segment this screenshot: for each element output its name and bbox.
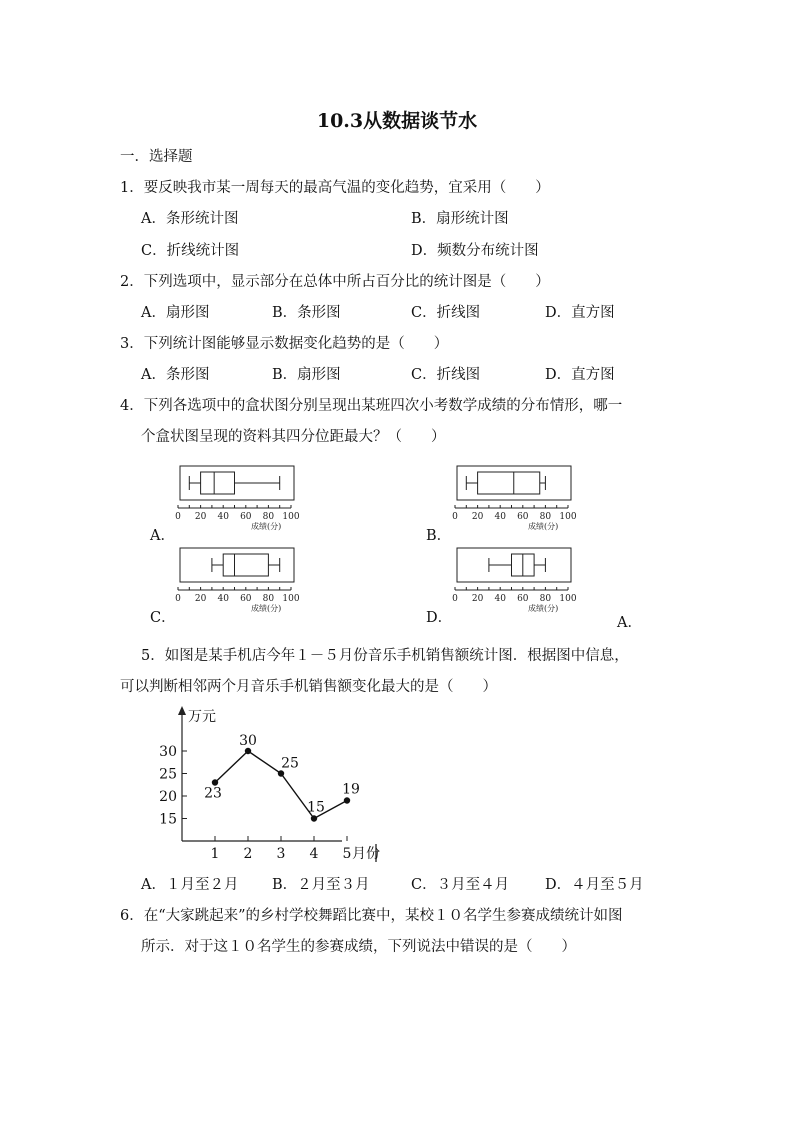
q3-stem: 3．下列统计图能够显示数据变化趋势的是（ ） (120, 336, 449, 352)
q5-stem-line2: 可以判断相邻两个月音乐手机销售额变化最大的是（ ） (120, 679, 497, 695)
boxplot-tick-label: 80 (262, 512, 275, 522)
q3-option-b[interactable]: B．扇形图 (272, 367, 341, 383)
boxplot-box (223, 554, 268, 576)
data-label: 30 (239, 733, 257, 749)
boxplot-tick-label: 60 (240, 594, 252, 604)
data-point (344, 797, 350, 803)
boxplot-a (163, 462, 303, 540)
boxplot-box (478, 472, 540, 494)
q5-option-c[interactable]: C．３月至４月 (411, 877, 510, 893)
q3-option-a[interactable]: A．条形图 (141, 367, 210, 383)
q3-option-d[interactable]: D．直方图 (545, 367, 615, 383)
boxplot-tick-label: 100 (282, 512, 300, 522)
q5-option-d[interactable]: D．４月至５月 (545, 877, 644, 893)
boxplot-tick-label: 0 (175, 594, 181, 604)
boxplot-axis-label: 成绩(分) (528, 604, 559, 613)
data-label: 15 (307, 799, 325, 816)
boxplot-frame (457, 548, 571, 582)
q6-stem-line1: 6．在“大家跳起来”的乡村学校舞蹈比赛中，某校１０名学生参赛成绩统计如图 (120, 908, 623, 924)
y-tick-label: 30 (159, 744, 177, 760)
y-axis-label: 万元 (188, 709, 216, 725)
q1-stem: 1．要反映我市某一周每天的最高气温的变化趋势，宜采用（ ） (120, 180, 550, 196)
boxplot-tick-label: 0 (175, 512, 181, 522)
sales-line-chart (150, 700, 400, 870)
q4-option-b-label[interactable]: B． (426, 528, 452, 544)
x-tick-label: 1 (210, 846, 220, 862)
boxplot-tick-label: 20 (194, 594, 207, 604)
q4-trailing-label: A． (617, 615, 642, 631)
q4-option-a-label[interactable]: A． (150, 528, 175, 544)
boxplot-box (201, 472, 235, 494)
boxplot-tick-label: 100 (559, 594, 577, 604)
boxplot-c (163, 544, 303, 622)
boxplot-tick-label: 20 (194, 512, 207, 522)
boxplot-axis-label: 成绩(分) (251, 604, 282, 613)
x-axis-label: 月份 (352, 846, 380, 862)
data-label: 19 (342, 781, 360, 798)
q6-stem-line2: 所示．对于这１０名学生的参赛成绩，下列说法中错误的是（ ） (141, 939, 576, 955)
boxplot-tick-label: 80 (539, 512, 552, 522)
boxplot-axis-label: 成绩(分) (251, 522, 282, 531)
boxplot-tick-label: 100 (559, 512, 577, 522)
boxplot-tick-label: 0 (452, 512, 458, 522)
boxplot-tick-label: 60 (517, 594, 529, 604)
data-label: 23 (204, 785, 222, 802)
q2-option-b[interactable]: B．条形图 (272, 305, 341, 321)
q3-option-c[interactable]: C．折线图 (411, 367, 481, 383)
x-tick-label: 2 (243, 846, 253, 862)
q1-option-d[interactable]: D．频数分布统计图 (411, 243, 539, 259)
q5-stem-line1: 5．如图是某手机店今年１－５月份音乐手机销售额统计图．根据图中信息， (141, 648, 629, 664)
q2-stem: 2．下列选项中，显示部分在总体中所占百分比的统计图是（ ） (120, 274, 550, 290)
boxplot-tick-label: 80 (539, 594, 552, 604)
q1-option-a[interactable]: A．条形统计图 (141, 211, 239, 227)
q2-option-a[interactable]: A．扇形图 (141, 305, 210, 321)
boxplot-tick-label: 40 (494, 512, 506, 522)
boxplot-tick-label: 60 (240, 512, 252, 522)
x-tick-label: 3 (276, 846, 286, 862)
x-tick-label: 5 (342, 846, 352, 862)
page-title: 10.3从数据谈节水 (316, 110, 478, 132)
y-axis-arrow (178, 706, 186, 715)
boxplot-tick-label: 0 (452, 594, 458, 604)
q2-option-c[interactable]: C．折线图 (411, 305, 481, 321)
data-point (311, 815, 317, 821)
boxplot-b (440, 462, 580, 540)
data-label: 25 (281, 755, 299, 772)
boxplot-tick-label: 40 (217, 594, 229, 604)
x-tick-label: 4 (309, 846, 319, 862)
boxplot-tick-label: 40 (217, 512, 229, 522)
y-tick-label: 15 (159, 811, 177, 828)
boxplot-tick-label: 100 (282, 594, 300, 604)
q1-option-c[interactable]: C．折线统计图 (141, 243, 240, 259)
q2-option-d[interactable]: D．直方图 (545, 305, 615, 321)
q4-option-c-label[interactable]: C． (150, 610, 176, 626)
boxplot-axis-label: 成绩(分) (528, 522, 559, 531)
boxplot-tick-label: 60 (517, 512, 529, 522)
q5-option-b[interactable]: B．２月至３月 (272, 877, 370, 893)
q1-option-b[interactable]: B．扇形统计图 (411, 211, 509, 227)
q5-option-a[interactable]: A．１月至２月 (141, 877, 239, 893)
boxplot-tick-label: 20 (471, 594, 484, 604)
section-heading: 一．选择题 (120, 149, 193, 165)
boxplot-d (440, 544, 580, 622)
boxplot-tick-label: 40 (494, 594, 506, 604)
q4-stem-line2: 个盒状图呈现的资料其四分位距最大？（ ） (141, 429, 446, 445)
y-tick-label: 25 (159, 766, 177, 783)
q4-option-d-label[interactable]: D． (426, 610, 453, 626)
q4-stem-line1: 4．下列各选项中的盒状图分别呈现出某班四次小考数学成绩的分布情形，哪一 (120, 398, 623, 414)
y-tick-label: 20 (159, 789, 177, 805)
boxplot-tick-label: 80 (262, 594, 275, 604)
boxplot-tick-label: 20 (471, 512, 484, 522)
